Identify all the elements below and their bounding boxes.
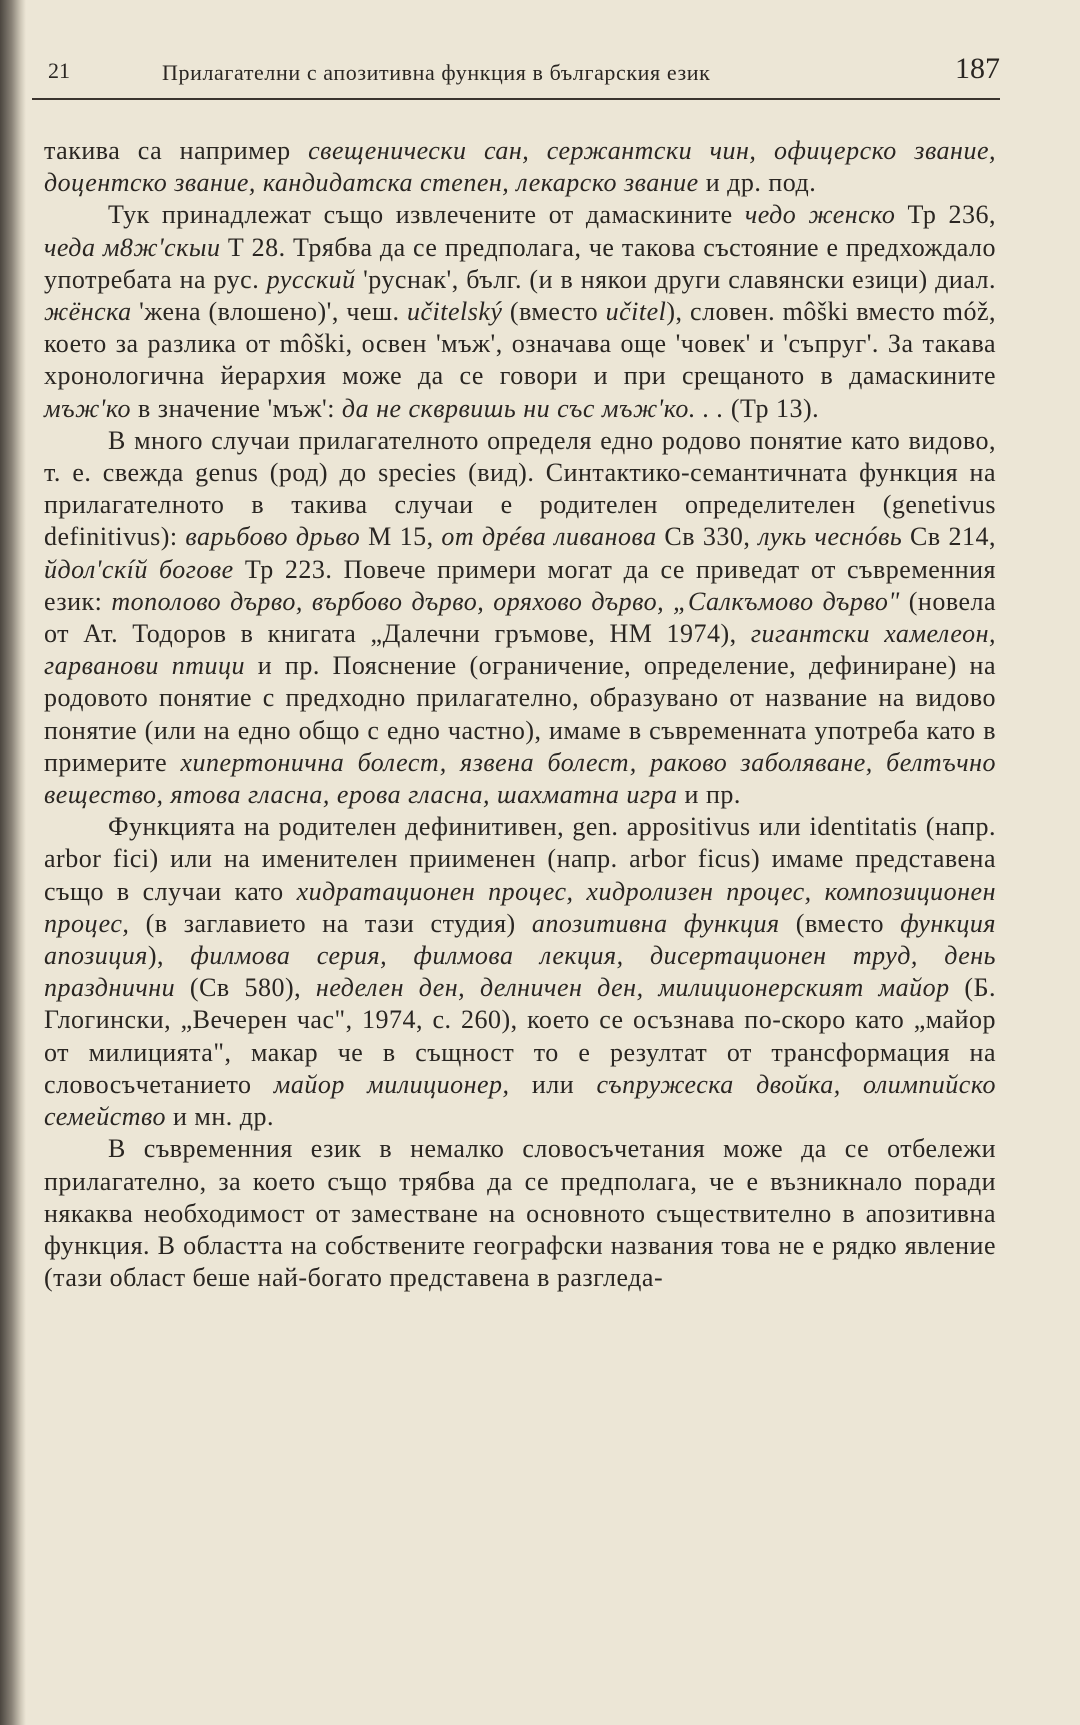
italic-example: хидратационен процес, хидролизен процес, композиционен процес, [44, 876, 996, 938]
text-run: ), словен. môški вместо móž, което за разлика от môški, освен 'мъж', означава още 'човек' и 'съпруг'. За такава хронологична йерархия може да се говори и при срещаното в дамаскините [44, 297, 996, 391]
italic-example: свещенически сан, сержантски чин, офицерско звание, доцентско звание, кандидатска степен, лекарско звание [44, 136, 996, 198]
italic-example: неделен ден, делничен ден, милиционерският майор [315, 973, 950, 1003]
chapter-number: 21 [48, 58, 70, 83]
italic-example: апозитивна функция [531, 908, 780, 938]
paragraph [44, 811, 996, 1133]
paragraph [44, 425, 996, 811]
italic-example: русский [266, 264, 356, 294]
italic-example: učitelský [406, 297, 503, 327]
italic-example: да не скврвишь ни със мъж'ко. . . [341, 393, 724, 423]
italic-example: варьбово дрьво [185, 522, 361, 552]
paragraph [44, 135, 996, 199]
text-run: (в заглавието на тази студия) [129, 908, 532, 938]
italic-example: лукь чеснóвь [758, 522, 903, 552]
italic-example: чедо женско [744, 200, 896, 230]
text-run: В съвременния език в немалко словосъчетания може да се отбележи прилагателно, за което също трябва да се предполага, че е възникнало поради някаква необходимост от заместване на основното съществително в апозитивна функция. В областта на собствените географски названия това не е рядко явление (тази област беше най-богато представена в разгледа- [44, 1134, 996, 1293]
page-header [32, 50, 1000, 100]
text-run: и мн. др. [165, 1102, 274, 1132]
italic-example: съпружеска двойка, олимпийско семейство [44, 1069, 996, 1132]
text-run: М 15, [360, 522, 442, 552]
text-run: Св 214, [902, 522, 996, 552]
paragraph [44, 199, 996, 424]
italic-example: от дрéва ливанова [441, 522, 657, 552]
text-run: ), [147, 941, 191, 971]
italic-example: тополово дърво, върбово дърво, оряхово дърво, „Салкъмово дърво" [111, 586, 900, 616]
text-run: Тр 223. Повече примери могат да се приведат от съвременния език: [44, 554, 997, 616]
text-run: (Тр 13). [723, 393, 820, 423]
page-number: 187 [955, 52, 1000, 85]
italic-example: филмова серия, филмова лекция, дисертационен труд, день празднични [44, 941, 996, 1003]
italic-example: жёнска [44, 297, 132, 327]
text-run: такива са например [44, 136, 309, 165]
text-run: и пр. Пояснение (ограничение, определение, дефиниране) на родовото понятие с предходно прилагателно, образувано от название на видово понятие (или на едно общо с едно частно), имаме в съвременната употреба като в примерите [44, 651, 996, 777]
text-run: и пр. [677, 780, 741, 810]
italic-example: хипертонична болест, язвена болест, раково заболяване, белтъчно вещество, ятова гласна, ерова гласна, шахматна игра [44, 747, 996, 810]
text-run: Т 28. Трябва да се предполага, че такова състояние е предхождало употребата на рус. [44, 232, 997, 294]
text-run: и др. под. [698, 168, 817, 198]
text-run: Функцията на родителен дефинитивен, gen. appositivus или identitatis (напр. arbor fici) или на именителен приименен (напр. arbor ficus) имаме представена също в случаи като [44, 812, 997, 906]
italic-example: učitel [605, 297, 667, 327]
header-rule [32, 98, 1000, 100]
italic-example: функция апозиция [44, 908, 996, 971]
italic-example: мъж'ко [44, 393, 132, 423]
text-run: Тук принадлежат също извлечените от дамаскините [108, 200, 745, 230]
running-title: Прилагателни с апозитивна функция в българския език [162, 60, 711, 85]
text-run: (Св 580), [175, 973, 316, 1003]
text-run: в значение 'мъж': [131, 393, 342, 423]
italic-example: гигантски хамелеон, гарванови птици [44, 619, 996, 681]
text-run: или [509, 1069, 597, 1099]
text-run: В много случаи прилагателното определя едно родово понятие като видово, т. е. свежда genus (род) до species (вид). Синтактико-семантичната функция на прилагателното в такива случаи е родителен определителен (genetivus definitivus): [44, 425, 996, 552]
text-run: (новела от Ат. Тодоров в книгата „Далечни гръмове, НМ 1974), [44, 586, 996, 649]
italic-example: майор милиционер, [273, 1069, 510, 1099]
body-text [44, 135, 996, 1294]
text-run: (вместо [779, 908, 901, 938]
italic-example: чеда м8ж'скыи [44, 232, 221, 262]
text-run: Св 330, [656, 522, 759, 552]
italic-example: йдол'скíй богове [44, 554, 234, 584]
book-spine-shadow [0, 0, 26, 1725]
text-run: 'жена (влошено)', чеш. [131, 297, 407, 327]
text-run: (вместо [502, 297, 606, 327]
text-run: 'руснак', бълг. (и в някои други славянски езици) диал. [355, 264, 996, 294]
paragraph [44, 1133, 996, 1294]
text-run: (Б. Глогински, „Вечерен час", 1974, с. 260), което се осъзнава по-скоро като „майор от милицията", макар че в същност то е резултат от трансформация на словосъчетанието [44, 973, 997, 1099]
text-run: Тр 236, [895, 200, 996, 230]
